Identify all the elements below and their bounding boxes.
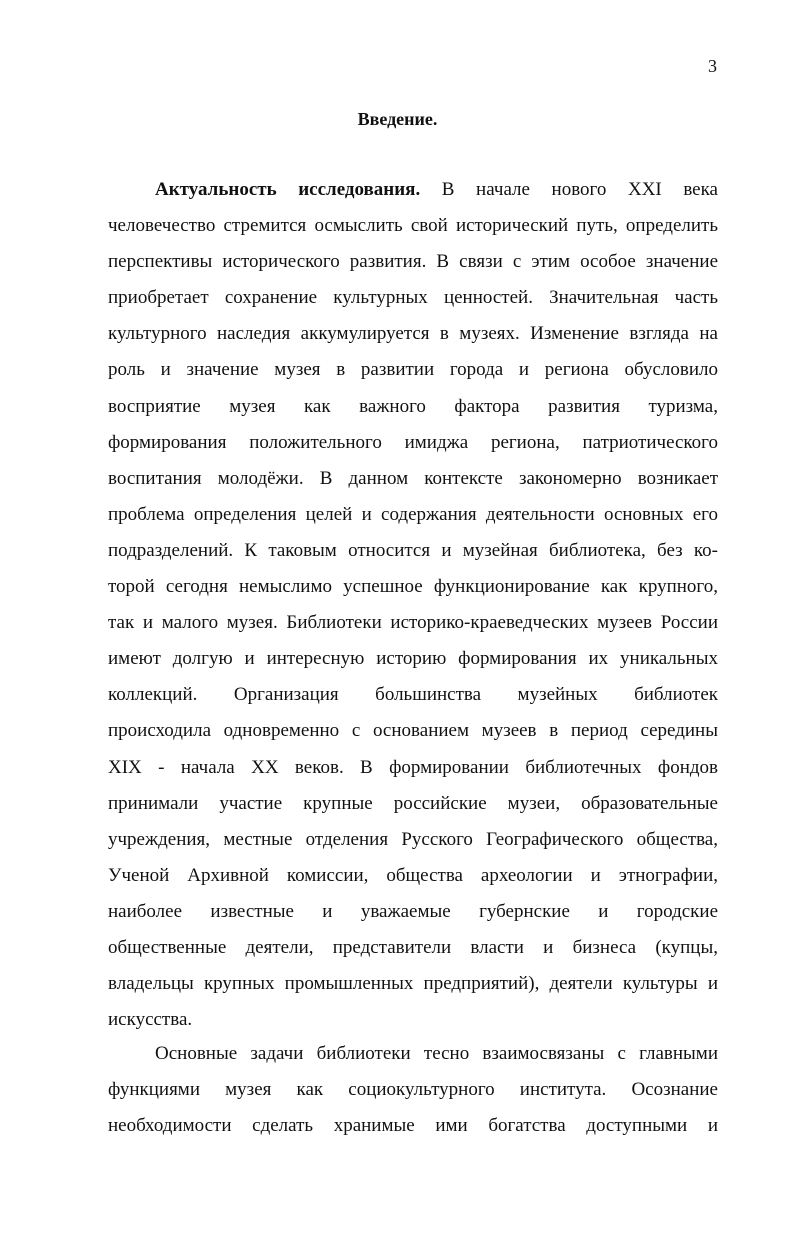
text-line: приобретает сохранение культурных ценностей. Значительная часть [108, 287, 718, 309]
text-line: так и малого музея. Библиотеки историко-краеведческих музеев России [108, 612, 718, 634]
text-line: формирования положительного имиджа региона, патриотического [108, 431, 718, 453]
text-line: человечество стремится осмыслить свой исторический путь, определить [108, 215, 718, 237]
text-line: принимали участие крупные российские музеи, образовательные [108, 792, 718, 814]
text-line: перспективы исторического развития. В связи с этим особое значение [108, 251, 718, 273]
text-line [108, 172, 718, 208]
text-line: учреждения, местные отделения Русского Географического общества, [108, 828, 718, 850]
paragraph-relevance [108, 172, 718, 1038]
text-line: искусства. [108, 1009, 193, 1031]
text-line: необходимости сделать хранимые ими богатства доступными и [108, 1115, 718, 1137]
text-line: воспитания молодёжи. В данном контексте закономерно возникает [108, 467, 718, 489]
text-line: происходила одновременно с основанием музеев в период середины [108, 720, 718, 742]
text-line: функциями музея как социокультурного института. Осознание [108, 1079, 718, 1101]
text-line: общественные деятели, представители власти и бизнеса (купцы, [108, 936, 718, 958]
text-line: Основные задачи библиотеки тесно взаимосвязаны с главными [155, 1043, 718, 1064]
text-line-segment: В начале нового XXI века [441, 179, 718, 200]
text-line: проблема определения целей и содержания деятельности основных его [108, 503, 718, 525]
text-line: имеют долгую и интересную историю формирования их уникальных [108, 648, 718, 670]
text-line: коллекций. Организация большинства музейных библиотек [108, 684, 718, 706]
paragraph-library-tasks [108, 1036, 718, 1144]
page-title: Введение. [357, 109, 438, 129]
text-line: XIX - начала XX веков. В формировании библиотечных фондов [108, 756, 718, 778]
text-line: владельцы крупных промышленных предприятий), деятели культуры и [108, 973, 718, 995]
text-line: подразделений. К таковым относится и музейная библиотека, без ко- [108, 539, 718, 561]
page-number: 3 [708, 56, 717, 76]
text-line: торой сегодня немыслимо успешное функционирование как крупного, [108, 576, 718, 598]
text-line: восприятие музея как важного фактора развития туризма, [108, 395, 718, 417]
text-line: Ученой Архивной комиссии, общества археологии и этнографии, [108, 864, 718, 886]
text-line: роль и значение музея в развитии города и региона обусловило [108, 359, 718, 381]
text-line: культурного наследия аккумулируется в музеях. Изменение взгляда на [108, 323, 718, 345]
text-line: наиболее известные и уважаемые губернские и городские [108, 900, 718, 922]
lead-bold-phrase: Актуальность исследования. [155, 179, 421, 200]
